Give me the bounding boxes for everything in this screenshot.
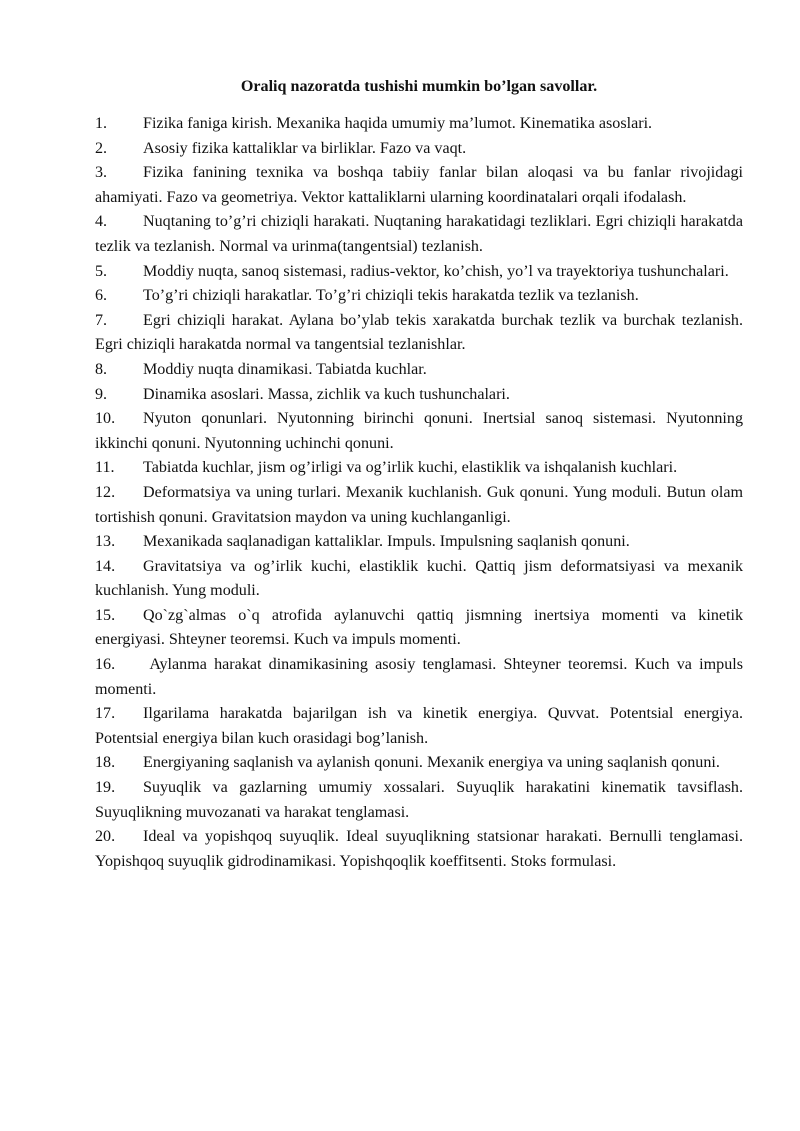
question-number: 1. <box>95 115 108 132</box>
document-page <box>95 70 743 874</box>
document-title: Oraliq nazoratda tushishi mumkin bo’lgan savollar. <box>240 78 598 95</box>
question-item <box>95 604 743 653</box>
question-number: 4. <box>95 213 108 231</box>
question-text: Ilgarilama harakatda bajarilgan ish va kinetik energiya. Quvvat. Potentsial energiya. Potentsial energiya bilan kuch orasidagi bog’lanish. <box>95 705 743 747</box>
question-item <box>95 112 743 137</box>
question-text: Asosiy fizika kattaliklar va birliklar. Fazo va vaqt. <box>143 139 467 157</box>
question-item <box>95 702 743 751</box>
question-number: 7. <box>95 311 108 329</box>
question-number: 11. <box>95 459 115 477</box>
question-text: Mexanikada saqlanadigan kattaliklar. Impuls. Impulsning saqlanish qonuni. <box>143 533 630 551</box>
question-item <box>95 653 743 702</box>
question-number: 12. <box>95 483 116 501</box>
question-text: Moddiy nuqta dinamikasi. Tabiatda kuchlar. <box>143 360 427 378</box>
question-item <box>95 210 743 259</box>
question-text: Qo`zg`almas o`q atrofida aylanuvchi qattiq jismning inertsiya momenti va kinetik energiyasi. Shteyner teoremsi. Kuch va impuls momenti. <box>95 606 743 649</box>
question-item <box>95 481 743 530</box>
question-item <box>95 751 743 776</box>
question-text: Moddiy nuqta, sanoq sistemasi, radius-vektor, ko’chish, yo’l va trayektoriya tushunchalari. <box>143 262 729 280</box>
question-number: 3. <box>95 164 108 182</box>
question-text: Ideal va yopishqoq suyuqlik. Ideal suyuqlikning statsionar harakati. Bernulli tenglamasi. Yopishqoq suyuqlik gidrodinamikasi. Yopishqoqlik koeffitsenti. Stoks formulasi. <box>95 828 743 870</box>
question-item <box>95 825 743 874</box>
question-number: 6. <box>95 287 108 305</box>
question-list <box>95 112 743 874</box>
question-item <box>95 161 743 210</box>
question-number: 13. <box>95 533 116 551</box>
question-text: Nuqtaning to’g’ri chiziqli harakati. Nuqtaning harakatidagi tezliklari. Egri chiziqli harakatda tezlik va tezlanish. Normal va urinma(tangentsial) tezlanish. <box>95 213 743 255</box>
question-item <box>95 260 743 285</box>
question-text: Energiyaning saqlanish va aylanish qonuni. Mexanik energiya va uning saqlanish qonuni. <box>143 754 720 772</box>
question-number: 10. <box>95 410 116 428</box>
question-text: To’g’ri chiziqli harakatlar. To’g’ri chiziqli tekis harakatda tezlik va tezlanish. <box>143 287 639 305</box>
question-text: Dinamika asoslari. Massa, zichlik va kuch tushunchalari. <box>143 385 510 403</box>
question-item <box>95 530 743 555</box>
question-text: Deformatsiya va uning turlari. Mexanik kuchlanish. Guk qonuni. Yung moduli. Butun olam tortishish qonuni. Gravitatsion maydon va uning kuchlanganligi. <box>95 483 743 526</box>
question-number: 5. <box>95 262 108 280</box>
question-text: Fizika fanining texnika va boshqa tabiiy fanlar bilan aloqasi va bu fanlar rivojidagi ahamiyati. Fazo va geometriya. Vektor kattaliklarni ularning koordinatalari orqali ifodalash. <box>95 164 743 206</box>
question-text: Nyuton qonunlari. Nyutonning birinchi qonuni. Inertsial sanoq sistemasi. Nyutonning ikkinchi qonuni. Nyutonning uchinchi qonuni. <box>95 410 743 452</box>
question-text: Fizika faniga kirish. Mexanika haqida umumiy ma’lumot. Kinematika asoslari. <box>143 115 653 132</box>
question-number: 18. <box>95 754 116 772</box>
question-number: 2. <box>95 139 108 157</box>
question-text: Egri chiziqli harakat. Aylana bo’ylab tekis xarakatda burchak tezlik va burchak tezlanish. Egri chiziqli harakatda normal va tangentsial tezlanishlar. <box>95 311 743 354</box>
question-text: Suyuqlik va gazlarning umumiy xossalari. Suyuqlik harakatini kinematik tavsiflash. Suyuqlikning muvozanati va harakat tenglamasi. <box>95 779 743 821</box>
question-item <box>95 358 743 383</box>
question-text: Tabiatda kuchlar, jism og’irligi va og’irlik kuchi, elastiklik va ishqalanish kuchlari. <box>143 459 678 477</box>
question-item <box>95 776 743 825</box>
question-number: 8. <box>95 360 108 378</box>
question-number: 19. <box>95 779 116 797</box>
question-item <box>95 456 743 481</box>
question-number: 16. <box>95 656 116 674</box>
question-text: Aylanma harakat dinamikasining asosiy tenglamasi. Shteyner teoremsi. Kuch va impuls momenti. <box>95 656 743 698</box>
question-item <box>95 383 743 408</box>
question-number: 20. <box>95 828 116 846</box>
question-item <box>95 407 743 456</box>
question-number: 14. <box>95 557 116 575</box>
question-text: Gravitatsiya va og’irlik kuchi, elastiklik kuchi. Qattiq jism deformatsiyasi va mexanik kuchlanish. Yung moduli. <box>95 557 743 600</box>
question-item <box>95 137 743 162</box>
question-item <box>95 284 743 309</box>
question-item <box>95 309 743 358</box>
question-number: 15. <box>95 606 116 624</box>
question-number: 9. <box>95 385 108 403</box>
question-item <box>95 555 743 604</box>
question-number: 17. <box>95 705 116 723</box>
